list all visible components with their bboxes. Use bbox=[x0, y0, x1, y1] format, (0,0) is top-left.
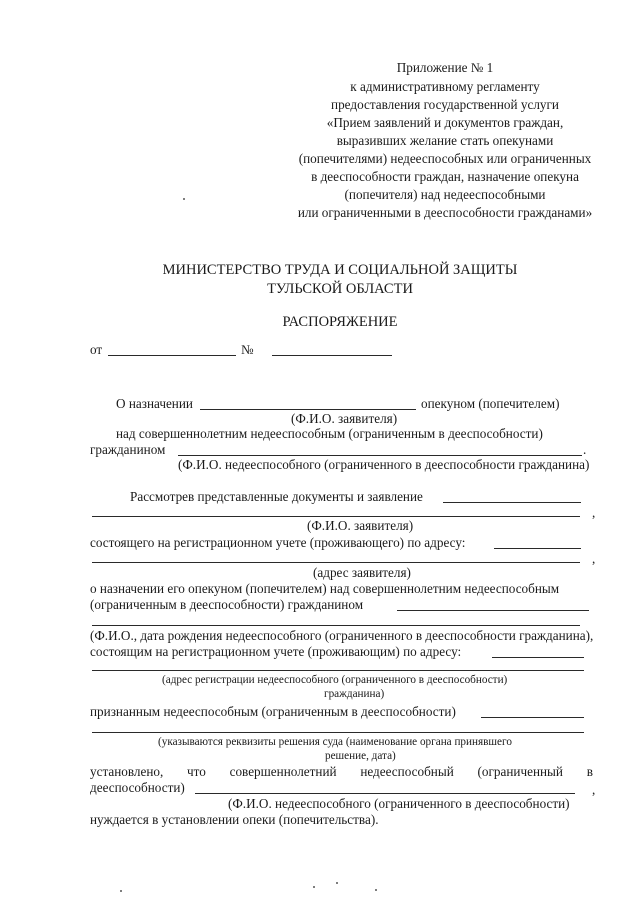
applicant-address-field[interactable] bbox=[494, 548, 581, 549]
word: установлено, bbox=[90, 764, 164, 779]
subject-citizen-label: гражданином bbox=[90, 442, 166, 457]
body-paragraph: состоящим на регистрационном учете (проживающим) по адресу: bbox=[90, 644, 462, 659]
scan-speck bbox=[336, 882, 338, 884]
court-decision-field-2[interactable] bbox=[92, 732, 584, 733]
caption-applicant: (Ф.И.О. заявителя) bbox=[307, 518, 414, 533]
comma: , bbox=[592, 505, 596, 520]
number-label: № bbox=[241, 342, 254, 357]
date-from-label: от bbox=[90, 342, 103, 357]
ward-address-field-2[interactable] bbox=[92, 670, 584, 671]
ward-name-field[interactable] bbox=[178, 455, 582, 456]
court-decision-field[interactable] bbox=[481, 717, 584, 718]
word: в bbox=[586, 764, 593, 779]
appendix-line: в дееспособности граждан, назначение опекуна bbox=[311, 169, 579, 184]
subject-period: . bbox=[583, 442, 587, 457]
appendix-line: предоставления государственной услуги bbox=[331, 97, 559, 112]
applicant-address-field-2[interactable] bbox=[92, 562, 580, 563]
ministry-region: ТУЛЬСКОЙ ОБЛАСТИ bbox=[267, 281, 413, 297]
subject-suffix: опекуном (попечителем) bbox=[421, 396, 560, 411]
ward-name-field-2[interactable] bbox=[397, 610, 589, 611]
ward-details-field[interactable] bbox=[92, 625, 580, 626]
ministry-name: МИНИСТЕРСТВО ТРУДА И СОЦИАЛЬНОЙ ЗАЩИТЫ bbox=[162, 262, 518, 278]
caption-address: (адрес заявителя) bbox=[313, 565, 411, 580]
scan-speck bbox=[375, 889, 377, 891]
body-justified-line bbox=[90, 764, 593, 780]
appendix-title: Приложение № 1 bbox=[396, 60, 494, 75]
scan-speck bbox=[120, 890, 122, 892]
appendix-line: (попечителя) над недееспособными bbox=[344, 187, 546, 202]
body-paragraph: состоящего на регистрационном учете (проживающего) по адресу: bbox=[90, 535, 466, 550]
body-paragraph: нуждается в установлении опеки (попечительства). bbox=[90, 812, 379, 827]
subject-line: над совершеннолетним недееспособным (ограниченным в дееспособности) bbox=[116, 426, 543, 441]
caption-applicant: (Ф.И.О. заявителя) bbox=[291, 411, 398, 426]
word: (ограниченный bbox=[477, 764, 563, 779]
subject-prefix: О назначении bbox=[116, 396, 193, 411]
ward-name-field-3[interactable] bbox=[195, 793, 575, 794]
caption-court: (указываются реквизиты решения суда (наименование органа принявшего bbox=[158, 736, 512, 748]
document-type: РАСПОРЯЖЕНИЕ bbox=[282, 314, 398, 330]
caption-ward: (Ф.И.О. недееспособного (ограниченного в дееспособности гражданина) bbox=[178, 457, 590, 472]
applicant-name-field-2[interactable] bbox=[92, 516, 580, 517]
caption-ward: (Ф.И.О. недееспособного (ограниченного в дееспособности) bbox=[228, 796, 570, 811]
date-field[interactable] bbox=[108, 355, 236, 356]
body-paragraph: о назначении его опекуном (попечителем) над совершеннолетним недееспособным bbox=[90, 581, 560, 596]
word: совершеннолетний bbox=[229, 764, 337, 779]
caption-ward-address: (адрес регистрации недееспособного (ограниченного в дееспособности) bbox=[162, 674, 508, 686]
caption-court: решение, дата) bbox=[325, 750, 396, 762]
body-paragraph: Рассмотрев представленные документы и заявление bbox=[130, 489, 423, 504]
appendix-line: (попечителями) недееспособных или ограниченных bbox=[298, 151, 592, 166]
appendix-line: или ограниченными в дееспособности гражданами» bbox=[297, 205, 593, 220]
body-paragraph: признанным недееспособным (ограниченным в дееспособности) bbox=[90, 704, 456, 719]
caption-ward-address: гражданина) bbox=[324, 688, 385, 700]
comma: , bbox=[592, 782, 596, 797]
body-paragraph: (ограниченным в дееспособности) гражданином bbox=[90, 597, 364, 612]
appendix-line: к административному регламенту bbox=[350, 79, 540, 94]
applicant-name-field[interactable] bbox=[200, 409, 416, 410]
caption-ward-details: (Ф.И.О., дата рождения недееспособного (ограниченного в дееспособности гражданина), bbox=[90, 628, 594, 643]
body-paragraph: дееспособности) bbox=[90, 780, 185, 795]
statement-field[interactable] bbox=[443, 502, 581, 503]
appendix-line: выразивших желание стать опекунами bbox=[336, 133, 554, 148]
comma: , bbox=[592, 551, 596, 566]
ward-address-field[interactable] bbox=[492, 657, 584, 658]
number-field[interactable] bbox=[272, 355, 392, 356]
scan-speck bbox=[183, 198, 185, 200]
word: что bbox=[187, 764, 206, 779]
appendix-line: «Прием заявлений и документов граждан, bbox=[326, 115, 564, 130]
word: недееспособный bbox=[360, 764, 454, 779]
scan-speck bbox=[313, 886, 315, 888]
